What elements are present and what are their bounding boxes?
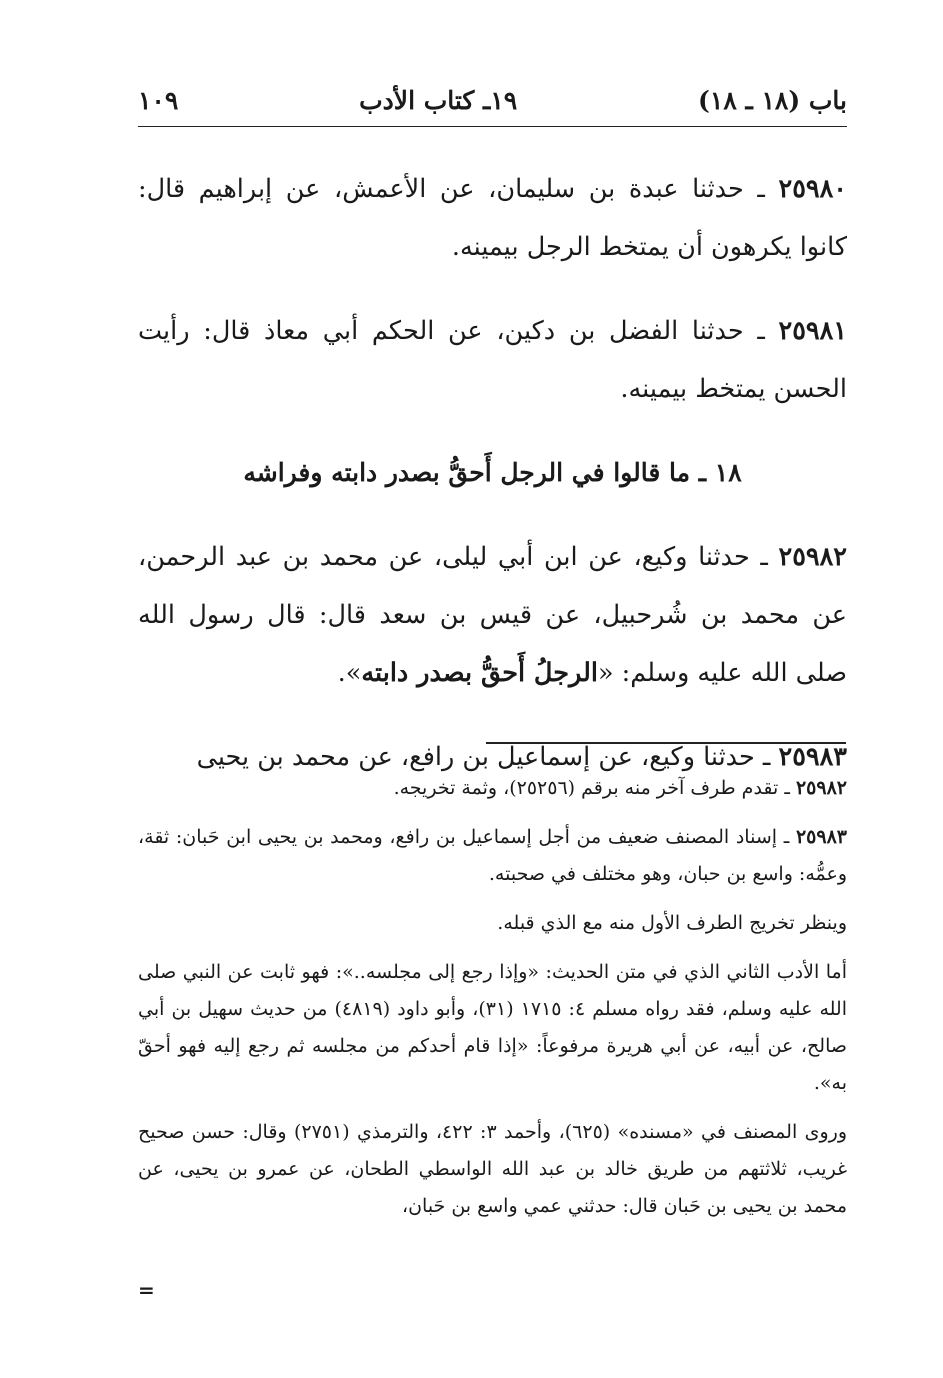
hadith-number: ٢٥٩٨١: [778, 316, 847, 346]
hadith-text: ـ حدثنا وكيع، عن إسماعيل بن رافع، عن محمد بن يحيى: [196, 742, 779, 772]
footnote-number: ٢٥٩٨٣: [795, 826, 847, 848]
main-text: [138, 160, 847, 812]
prophetic-quote: الرجلُ أَحقُّ بصدر دابته: [361, 658, 598, 688]
hadith-text: ـ حدثنا وكيع، عن ابن أبي ليلى، عن محمد بن عبد الرحمن، عن محمد بن شُرحبيل، عن قيس بن سعد قال: قال رسول الله صلى الله عليه وسلم: «: [138, 542, 847, 688]
page-number: ١٠٩: [138, 85, 179, 115]
book-title: ١٩ـ كتاب الأدب: [359, 85, 518, 115]
hadith-25981: [138, 302, 847, 418]
footnote-text: ـ إسناد المصنف ضعيف من أجل إسماعيل بن رافع، ومحمد بن يحيى ابن حَبان: ثقة، وعمُّه: واسع بن حبان، وهو مختلف في صحبته.: [138, 826, 847, 885]
footnote-text: ـ تقدم طرف آخر منه برقم (٢٥٢٥٦)، وثمة تخريجه.: [393, 777, 796, 799]
footnote-paragraph: [138, 1114, 847, 1225]
footnote-paragraph: [138, 954, 847, 1102]
footnote-divider: [486, 742, 846, 744]
header-divider: [138, 126, 847, 127]
footnote-text: وروى المصنف في «مسنده» (٦٢٥)، وأحمد ٣: ٤٢٢، والترمذي (٢٧٥١) وقال: حسن صحيح غريب، ثلاثتهم من طريق خالد بن عبد الله الواسطي الطحان، عن عمرو بن يحيى، عن محمد بن يحيى بن حَبان قال: حدثني عمي واسع بن حَبان،: [138, 1121, 848, 1217]
footnote-text: أما الأدب الثاني الذي في متن الحديث: «وإذا رجع إلى مجلسه..»: فهو ثابت عن النبي صلى الله عليه وسلم، فقد رواه مسلم ٤: ١٧١٥ (٣١)، وأبو داود (٤٨١٩) من حديث سهيل بن أبي صالح، عن أبيه، عن أبي هريرة مرفوعاً: «إذا قام أحدكم من مجلسه ثم رجع إليه فهو أحقّ به».: [138, 961, 847, 1094]
hadith-number: ٢٥٩٨٢: [778, 542, 847, 572]
footnote: [138, 819, 847, 893]
footnote-text: وينظر تخريج الطرف الأول منه مع الذي قبله.: [497, 912, 847, 934]
quote-end: ».: [337, 658, 362, 688]
footnote: [138, 770, 847, 807]
hadith-25980: [138, 160, 847, 276]
chapter-label: باب (١٨ ـ ١٨): [698, 85, 847, 115]
footnote-paragraph: [138, 905, 847, 942]
hadith-text: ـ حدثنا عبدة بن سليمان، عن الأعمش، عن إبراهيم قال: كانوا يكرهون أن يمتخط الرجل بيمينه.: [138, 174, 847, 262]
footnotes: [138, 770, 847, 1237]
footnote-number: ٢٥٩٨٢: [795, 777, 847, 799]
section-heading: ١٨ ـ ما قالوا في الرجل أَحقُّ بصدر دابته وفراشه: [243, 458, 742, 487]
hadith-number: ٢٥٩٨٠: [778, 174, 847, 204]
continuation-mark: =: [138, 1278, 155, 1302]
hadith-text: ـ حدثنا الفضل بن دكين، عن الحكم أبي معاذ قال: رأيت الحسن يمتخط بيمينه.: [138, 316, 847, 404]
hadith-25982: [138, 528, 847, 702]
hadith-number: ٢٥٩٨٣: [778, 742, 847, 772]
running-header: [138, 80, 847, 120]
